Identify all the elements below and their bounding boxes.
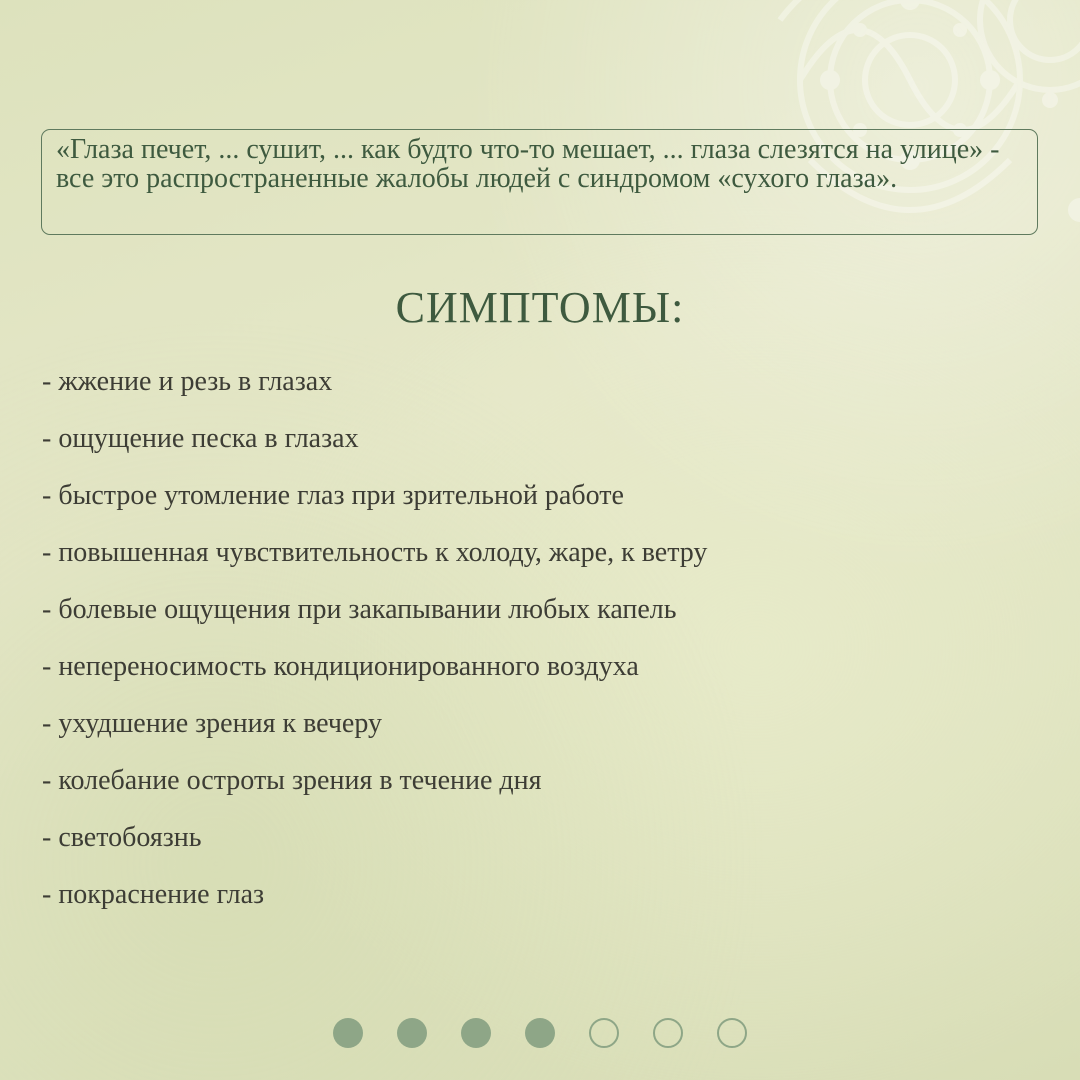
symptom-item: - повышенная чувствительность к холоду, жаре, к ветру	[42, 537, 708, 568]
carousel-dot-3[interactable]	[461, 1018, 491, 1048]
symptom-item: - ухудшение зрения к вечеру	[42, 708, 382, 739]
carousel-pagination	[333, 1018, 747, 1048]
symptom-item: - ощущение песка в глазах	[42, 423, 359, 454]
intro-quote-text: «Глаза печет, ... сушит, ... как будто что-то мешает, ... глаза слезятся на улице» - все это распространенные жалобы людей с синдромом «сухого глаза».	[56, 134, 1000, 194]
carousel-dot-2[interactable]	[397, 1018, 427, 1048]
symptom-item: - колебание остроты зрения в течение дня	[42, 765, 542, 796]
carousel-dot-1[interactable]	[333, 1018, 363, 1048]
symptoms-list	[42, 362, 707, 932]
carousel-dot-7[interactable]	[717, 1018, 747, 1048]
carousel-dot-6[interactable]	[653, 1018, 683, 1048]
carousel-dot-5[interactable]	[589, 1018, 619, 1048]
intro-quote-box	[41, 129, 1038, 235]
symptom-item: - болевые ощущения при закапывании любых капель	[42, 594, 677, 625]
symptom-item: - быстрое утомление глаз при зрительной работе	[42, 480, 624, 511]
symptom-item: - светобоязнь	[42, 822, 202, 853]
symptom-item: - жжение и резь в глазах	[42, 366, 333, 397]
symptom-item: - покраснение глаз	[42, 879, 265, 910]
symptom-item: - непереносимость кондиционированного воздуха	[42, 651, 639, 682]
symptoms-title: СИМПТОМЫ:	[395, 283, 685, 332]
carousel-dot-4[interactable]	[525, 1018, 555, 1048]
